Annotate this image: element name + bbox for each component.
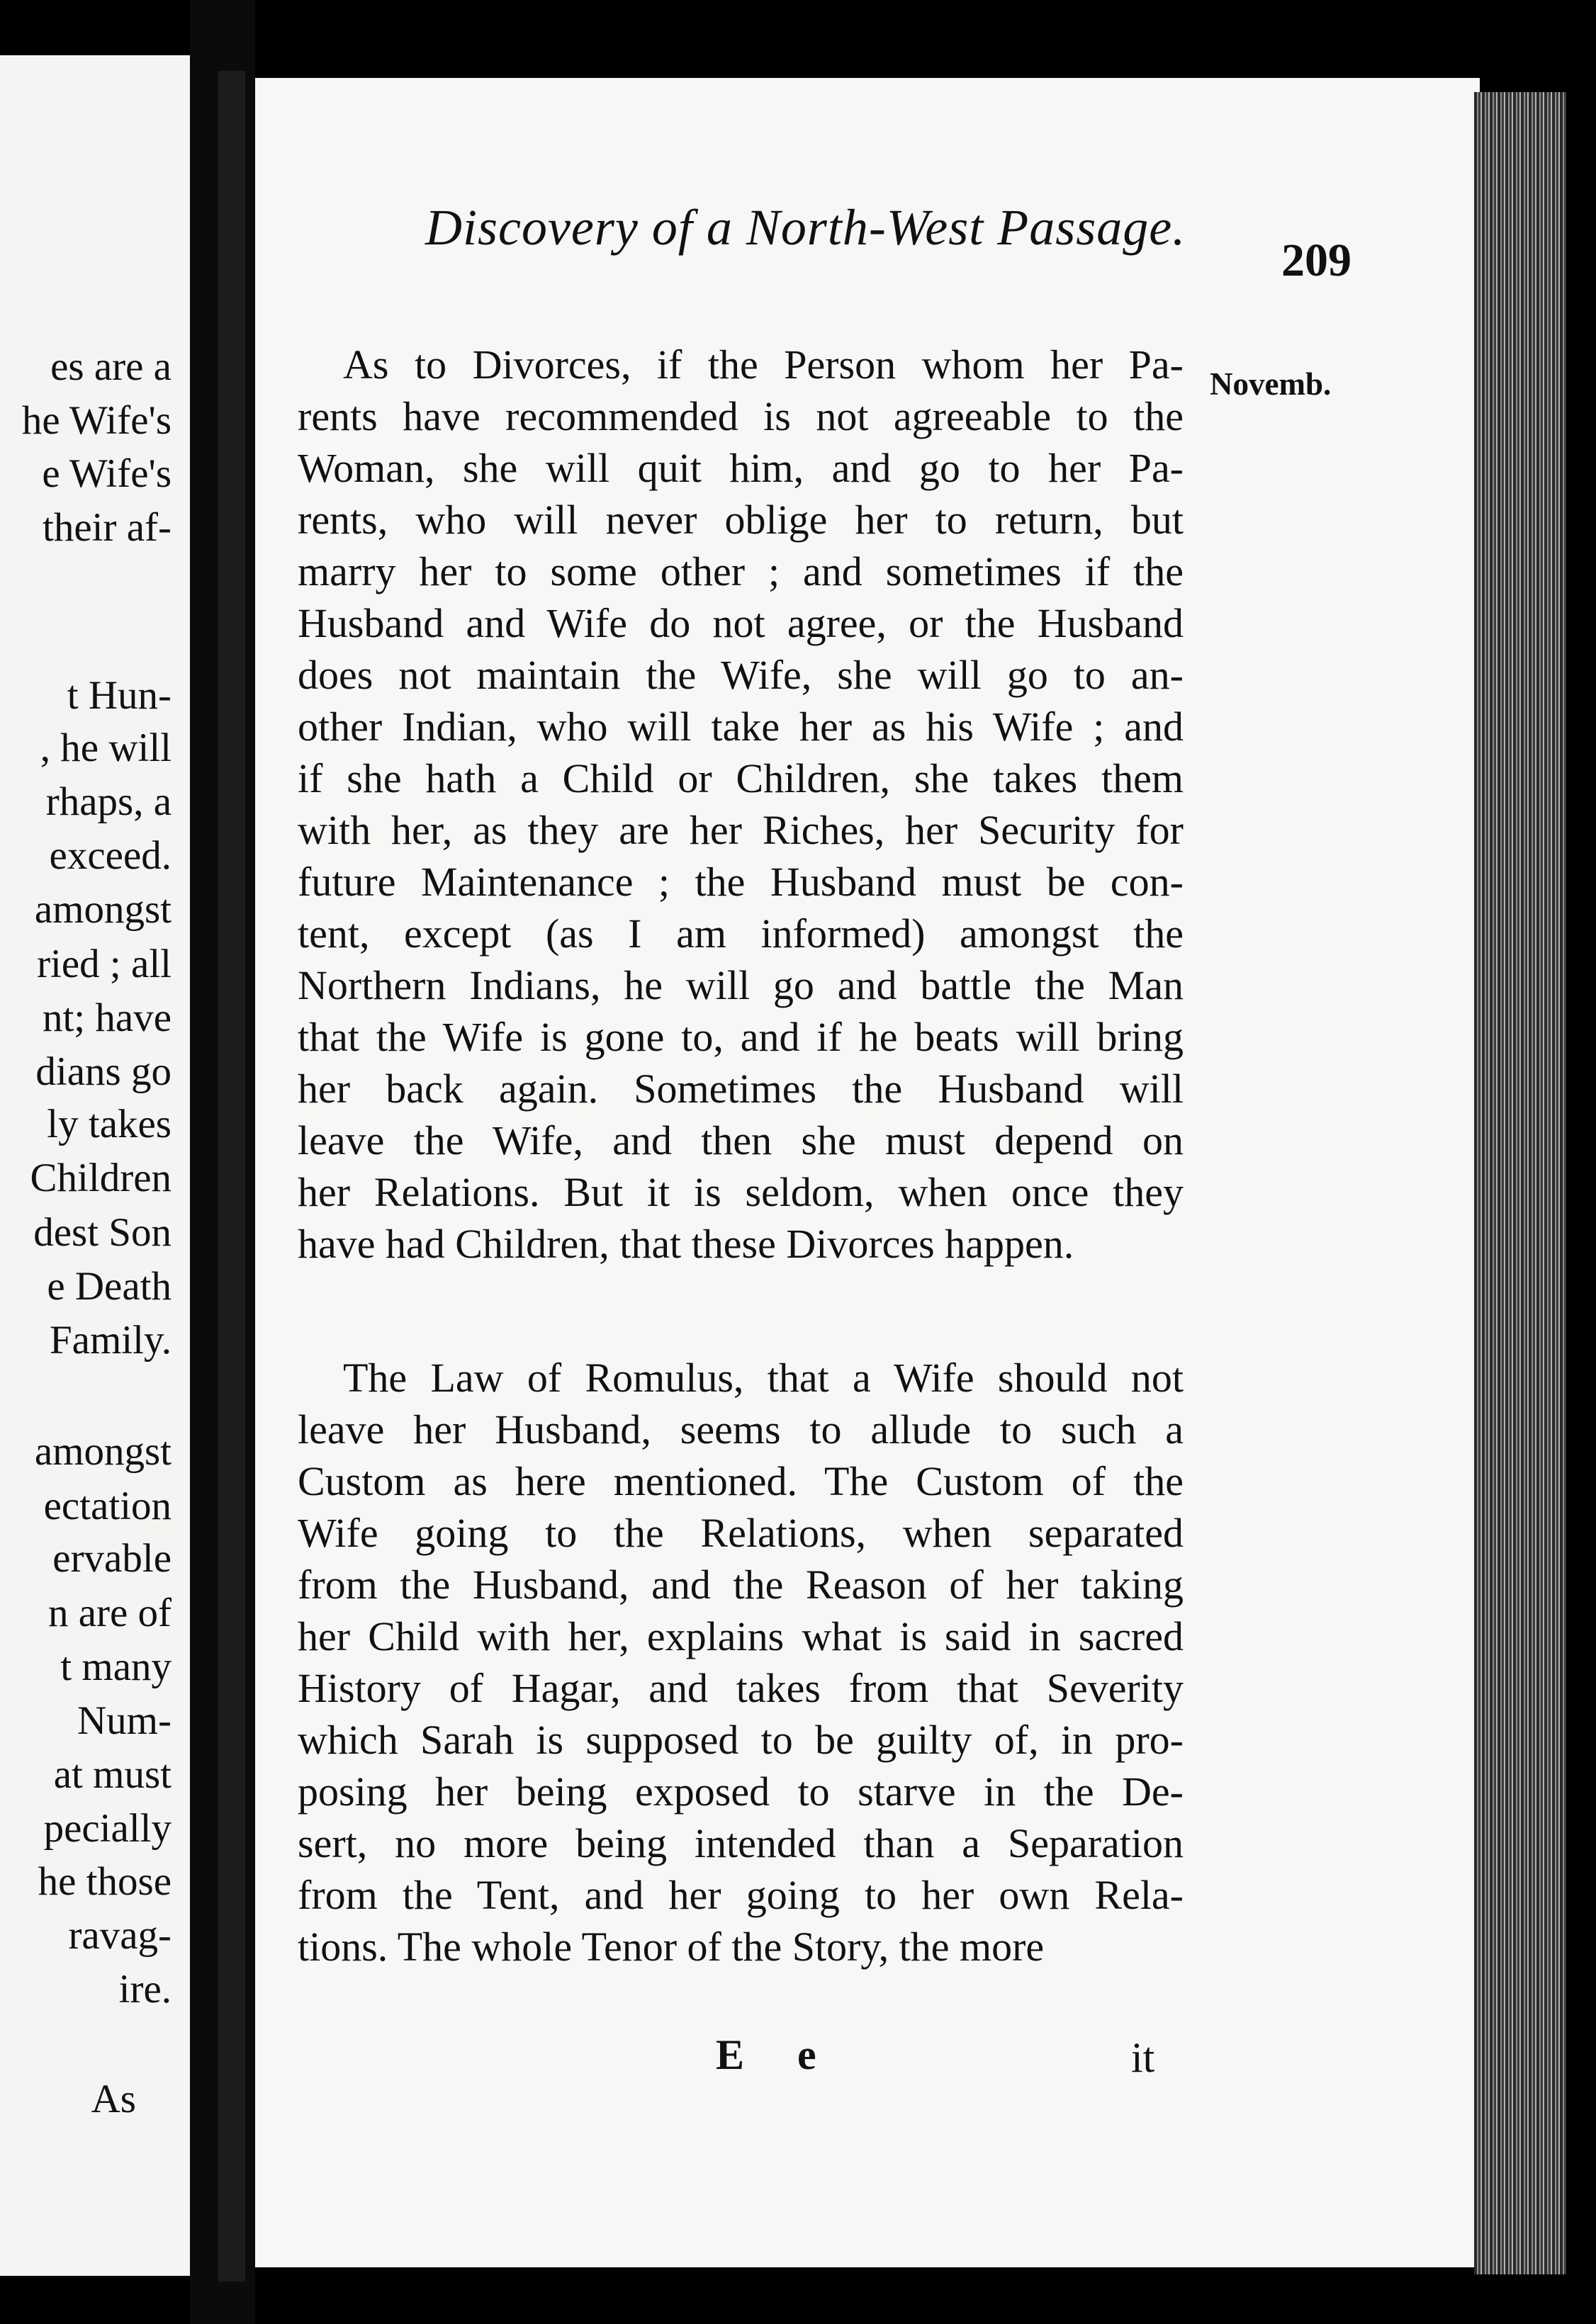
text-line: leave her Husband, seems to allude to such a (298, 1406, 1184, 1452)
text-line: other Indian, who will take her as his Wife ; and (298, 704, 1184, 750)
text-line: rents have recommended is not agreeable to the (298, 393, 1184, 439)
text-line: tions. The whole Tenor of the Story, the more (298, 1924, 1045, 1970)
gutter-shadow (218, 71, 245, 2281)
text-line: marry her to some other ; and sometimes if the (298, 548, 1184, 594)
facing-page-line: nt; have (42, 995, 172, 1040)
text-line: have had Children, that these Divorces happen. (298, 1221, 1074, 1267)
text-line: from the Husband, and the Reason of her taking (298, 1562, 1184, 1608)
text-line: does not maintain the Wife, she will go to an- (298, 652, 1184, 698)
facing-page-line: t many (60, 1645, 172, 1689)
text-line: The Law of Romulus, that a Wife should not (343, 1355, 1184, 1401)
facing-page-line: pecially (43, 1806, 172, 1851)
text-line: Northern Indians, he will go and battle the Man (298, 962, 1184, 1008)
facing-page-line: their af- (43, 505, 172, 550)
text-line: Husband and Wife do not agree, or the Husband (298, 600, 1184, 646)
facing-page-line: ly takes (47, 1102, 172, 1146)
page-edges (1474, 92, 1566, 2274)
signature-mark: E e (716, 2031, 838, 2078)
facing-page-line: rhaps, a (45, 779, 172, 824)
text-line: posing her being exposed to starve in the De- (298, 1769, 1184, 1815)
facing-page-line: Children (30, 1156, 172, 1200)
text-line: As to Divorces, if the Person whom her Pa- (343, 342, 1184, 388)
text-line: her back again. Sometimes the Husband will (298, 1066, 1184, 1112)
facing-page-line: dest Son (33, 1210, 172, 1255)
margin-note: Novemb. (1210, 366, 1332, 402)
text-line: Custom as here mentioned. The Custom of the (298, 1458, 1184, 1504)
facing-page (0, 55, 190, 2276)
facing-page-line: es are a (50, 344, 172, 389)
facing-page-line: e Wife's (42, 451, 172, 496)
text-line: which Sarah is supposed to be guilty of, in pro- (298, 1717, 1184, 1763)
text-line: from the Tent, and her going to her own Rela- (298, 1872, 1184, 1918)
text-line: rents, who will never oblige her to return, but (298, 497, 1184, 543)
facing-page-line: he those (38, 1859, 172, 1904)
text-line: Wife going to the Relations, when separated (298, 1510, 1184, 1556)
catchword: it (1131, 2034, 1155, 2081)
facing-page-line: ravag- (68, 1913, 172, 1958)
text-line: future Maintenance ; the Husband must be con- (298, 859, 1184, 905)
facing-page-catchword: As (91, 2077, 136, 2121)
text-line: History of Hagar, and takes from that Severity (298, 1665, 1184, 1711)
text-line: tent, except (as I am informed) amongst the (298, 910, 1184, 957)
facing-page-line: ervable (52, 1536, 172, 1581)
facing-page-line: e Death (47, 1264, 172, 1309)
text-line: that the Wife is gone to, and if he beats will bring (298, 1014, 1184, 1060)
running-head: Discovery of a North-West Passage. (425, 199, 1186, 256)
text-line: sert, no more being intended than a Separation (298, 1820, 1184, 1866)
facing-page-line: Num- (77, 1698, 172, 1743)
facing-page-line: ectation (43, 1484, 172, 1528)
paragraph-romulus (298, 1352, 1184, 1973)
facing-page-line: n are of (47, 1591, 172, 1635)
facing-page-line: dians go (35, 1049, 172, 1094)
facing-page-line: he Wife's (21, 398, 172, 443)
facing-page-line: t Hun- (67, 673, 172, 718)
facing-page-line: Family. (49, 1318, 172, 1363)
text-line: leave the Wife, and then she must depend on (298, 1117, 1184, 1163)
text-line: Woman, she will quit him, and go to her Pa- (298, 445, 1184, 491)
facing-page-line: exceed. (49, 833, 172, 878)
facing-page-line: amongst (34, 887, 172, 932)
text-line: if she hath a Child or Children, she takes them (298, 755, 1184, 801)
facing-page-line: at must (53, 1752, 172, 1797)
facing-page-line: ire. (118, 1967, 172, 2012)
text-line: her Child with her, explains what is said in sacred (298, 1613, 1184, 1659)
facing-page-line: ried ; all (37, 942, 172, 986)
facing-page-line: amongst (34, 1429, 172, 1474)
page-number: 209 (1281, 235, 1351, 286)
text-line: her Relations. But it is seldom, when once they (298, 1169, 1184, 1215)
facing-page-line: , he will (40, 726, 172, 770)
paragraph-divorces (298, 339, 1184, 1270)
text-line: with her, as they are her Riches, her Security for (298, 807, 1184, 853)
